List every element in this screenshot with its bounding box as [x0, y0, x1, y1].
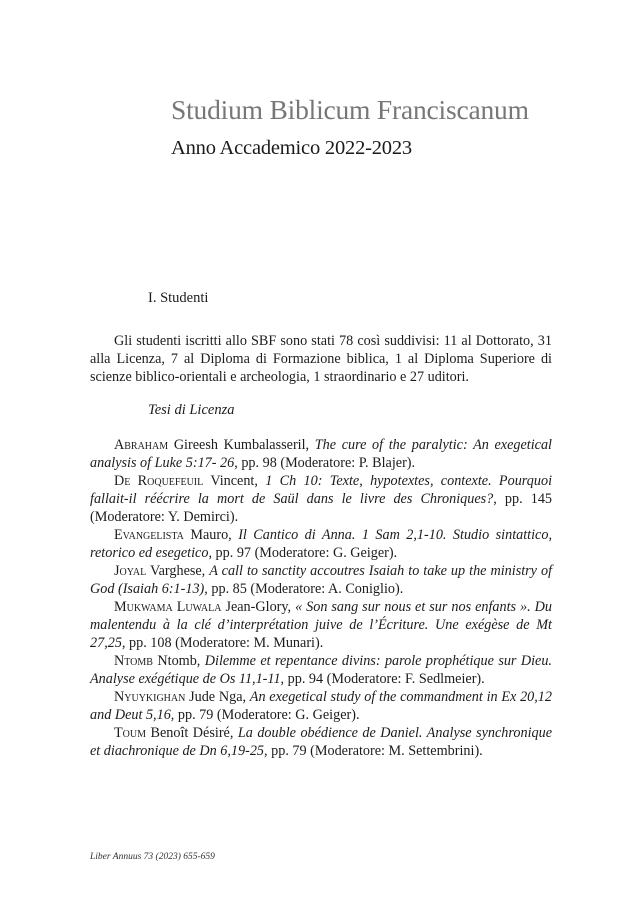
thesis-author-surname: Ntomb	[114, 653, 153, 669]
section-heading: I. Studenti	[148, 290, 209, 306]
thesis-entry	[90, 526, 552, 562]
thesis-title: Dilemme et repentance divins: parole prophétique sur Dieu. Analyse exégétique de Os 11,1-11	[90, 653, 552, 687]
thesis-details: , pp. 108 (Moderatore: M. Munari).	[121, 635, 324, 651]
thesis-details: , pp. 79 (Moderatore: G. Geiger).	[170, 707, 360, 723]
thesis-title: Il Cantico di Anna. 1 Sam 2,1-10. Studio sintattico, retorico ed esegetico	[90, 527, 552, 561]
thesis-author-surname: Mukwama Luwala	[114, 599, 222, 615]
thesis-title: La double obédience de Daniel. Analyse synchronique et diachronique de Dn 6,19-25	[90, 725, 552, 759]
page-title: Studium Biblicum Franciscanum	[171, 94, 529, 125]
thesis-details: , pp. 97 (Moderatore: G. Geiger).	[208, 545, 398, 561]
thesis-author-given: Varghese,	[146, 563, 210, 579]
thesis-details: , pp. 79 (Moderatore: M. Settembrini).	[264, 743, 483, 759]
thesis-author-surname: De Roquefeuil	[114, 473, 204, 489]
thesis-author-surname: Nyuykighan	[114, 689, 186, 705]
thesis-details: , pp. 98 (Moderatore: P. Blajer).	[234, 455, 416, 471]
thesis-author-given: Jean-Glory,	[221, 599, 296, 615]
page-subtitle: Anno Accademico 2022-2023	[171, 137, 412, 159]
thesis-author-given: Gireesh Kumbalasseril,	[168, 437, 315, 453]
thesis-author-surname: Evangelista	[114, 527, 184, 543]
thesis-entry	[90, 562, 552, 598]
thesis-author-given: Jude Nga,	[185, 689, 250, 705]
thesis-author-given: Benoît Désiré,	[146, 725, 238, 741]
subsection-title: Tesi di Licenza	[148, 402, 235, 418]
thesis-title: 1 Ch 10: Texte, hypotextes, contexte. Pourquoi fallait-il réécrire la mort de Saül dans le livre des Chroniques?	[90, 473, 553, 507]
thesis-title: An exegetical study of the commandment in Ex 20,12 and Deut 5,16	[90, 689, 552, 723]
thesis-author-given: Mauro,	[183, 527, 239, 543]
thesis-entry	[90, 598, 552, 652]
thesis-details: , pp. 94 (Moderatore: F. Sedlmeier).	[280, 671, 485, 687]
thesis-title: The cure of the paralytic: An exegetical analysis of Luke 5:17- 26	[90, 437, 553, 471]
thesis-entry	[90, 724, 552, 760]
thesis-author-surname: Toum	[114, 725, 147, 741]
thesis-title: A call to sanctity accoutres Isaiah to take up the ministry of God (Isaiah 6:1-13)	[90, 563, 553, 597]
intro-paragraph: Gli studenti iscritti allo SBF sono stati 78 così suddivisi: 11 al Dottorato, 31 alla Licenza, 7 al Diploma di Formazione biblica, 1 al Diploma Superiore di scienze biblico-orientali e archeologia, 1 straordinario e 27 uditori.	[90, 333, 552, 385]
thesis-author-surname: Joyal	[114, 563, 147, 579]
thesis-details: , pp. 85 (Moderatore: A. Coniglio).	[204, 581, 404, 597]
theses-list	[90, 436, 552, 760]
thesis-entry	[90, 436, 552, 472]
thesis-entry	[90, 688, 552, 724]
thesis-title: « Son sang sur nous et sur nos enfants ». Du malentendu à la clé d’interprétation juive de l’Écriture. Une exégèse de Mt 27,25	[90, 599, 552, 651]
thesis-entry	[90, 652, 552, 688]
journal-citation: Liber Annuus 73 (2023) 655-659	[90, 852, 215, 862]
thesis-author-given: Vincent,	[203, 473, 266, 489]
thesis-entry	[90, 472, 552, 526]
thesis-author-given: Ntomb,	[152, 653, 205, 669]
thesis-details: , pp. 145 (Moderatore: Y. Demirci).	[90, 491, 553, 525]
thesis-author-surname: Abraham	[114, 437, 169, 453]
